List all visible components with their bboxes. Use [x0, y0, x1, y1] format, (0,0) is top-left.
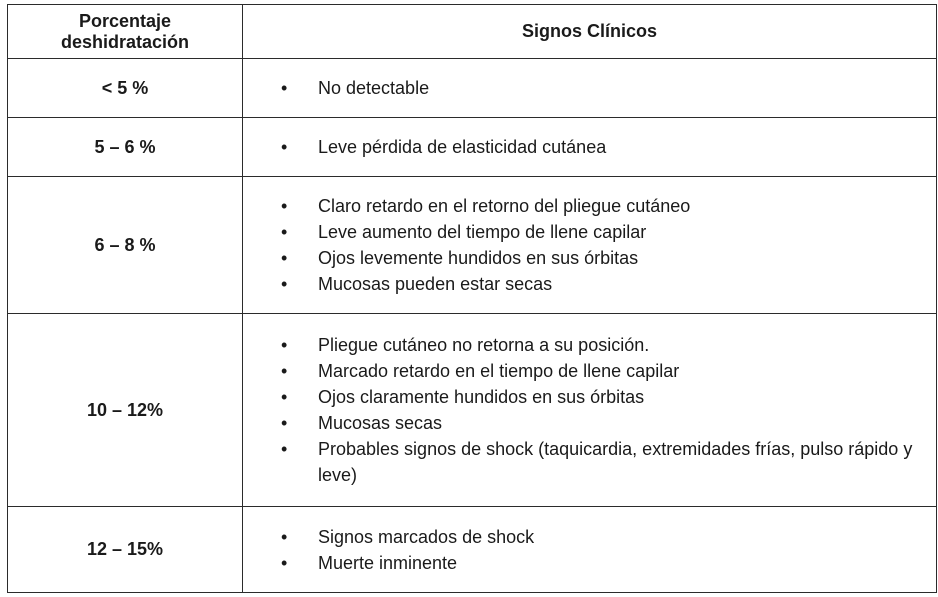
list-item — [243, 550, 936, 576]
signs-cell — [243, 177, 937, 314]
bullet-icon: • — [281, 552, 288, 573]
sign-text: Muerte inminente — [318, 552, 458, 573]
header-percentage-line1: Porcentaje — [78, 10, 172, 31]
sign-text: Leve aumento del tiempo de llene capilar — [318, 222, 647, 242]
dehydration-table — [7, 4, 937, 593]
bullet-icon: • — [281, 361, 288, 381]
sign-text: Ojos levemente hundidos en sus órbitas — [318, 248, 639, 268]
list-item — [243, 358, 936, 384]
sign-text: Marcado retardo en el tiempo de llene capilar — [318, 361, 680, 381]
signs-cell — [243, 59, 937, 118]
table-row — [8, 118, 937, 177]
table-row — [8, 507, 937, 593]
list-item — [243, 271, 936, 297]
sign-text: Mucosas secas — [318, 413, 443, 433]
sign-text: Claro retardo en el retorno del pliegue cutáneo — [318, 196, 691, 216]
list-item — [243, 134, 936, 160]
bullet-icon: • — [281, 248, 288, 268]
signs-list — [243, 193, 936, 297]
list-item — [243, 332, 936, 358]
percentage-cell: 12 – 15% — [8, 507, 243, 593]
list-item — [243, 436, 936, 488]
percentage-cell: 5 – 6 % — [8, 118, 243, 177]
signs-list — [243, 134, 936, 160]
table-row — [8, 314, 937, 507]
table-row — [8, 177, 937, 314]
bullet-icon: • — [281, 335, 288, 355]
list-item — [243, 384, 936, 410]
sign-text: Pliegue cutáneo no retorna a su posición. — [318, 335, 650, 355]
signs-list — [243, 75, 936, 101]
signs-list — [243, 524, 936, 576]
percentage-cell: < 5 % — [8, 59, 243, 118]
bullet-icon: • — [281, 274, 288, 294]
header-percentage — [8, 5, 243, 59]
bullet-icon: • — [281, 222, 288, 242]
sign-text: Ojos claramente hundidos en sus órbitas — [318, 387, 645, 407]
sign-text: Probables signos de shock (taquicardia, extremidades frías, pulso rápido y leve) — [318, 439, 913, 485]
header-percentage-line2: deshidratación — [60, 31, 190, 52]
list-item — [243, 245, 936, 271]
table-row — [8, 59, 937, 118]
percentage-cell: 10 – 12% — [8, 314, 243, 507]
sign-text: Leve pérdida de elasticidad cutánea — [318, 137, 607, 157]
signs-list — [243, 332, 936, 488]
list-item — [243, 524, 936, 550]
list-item — [243, 219, 936, 245]
signs-cell — [243, 118, 937, 177]
list-item — [243, 75, 936, 101]
bullet-icon: • — [281, 413, 288, 433]
table-header-row — [8, 5, 937, 59]
list-item — [243, 193, 936, 219]
bullet-icon: • — [281, 196, 288, 216]
bullet-icon: • — [281, 526, 288, 547]
sign-text: No detectable — [318, 78, 430, 98]
percentage-cell: 6 – 8 % — [8, 177, 243, 314]
bullet-icon: • — [281, 137, 288, 157]
list-item — [243, 410, 936, 436]
bullet-icon: • — [281, 78, 288, 98]
sign-text: Mucosas pueden estar secas — [318, 274, 553, 294]
signs-cell — [243, 314, 937, 507]
signs-cell — [243, 507, 937, 593]
sign-text: Signos marcados de shock — [318, 526, 535, 547]
bullet-icon: • — [281, 439, 288, 459]
header-clinical-signs: Signos Clínicos — [243, 5, 937, 59]
bullet-icon: • — [281, 387, 288, 407]
